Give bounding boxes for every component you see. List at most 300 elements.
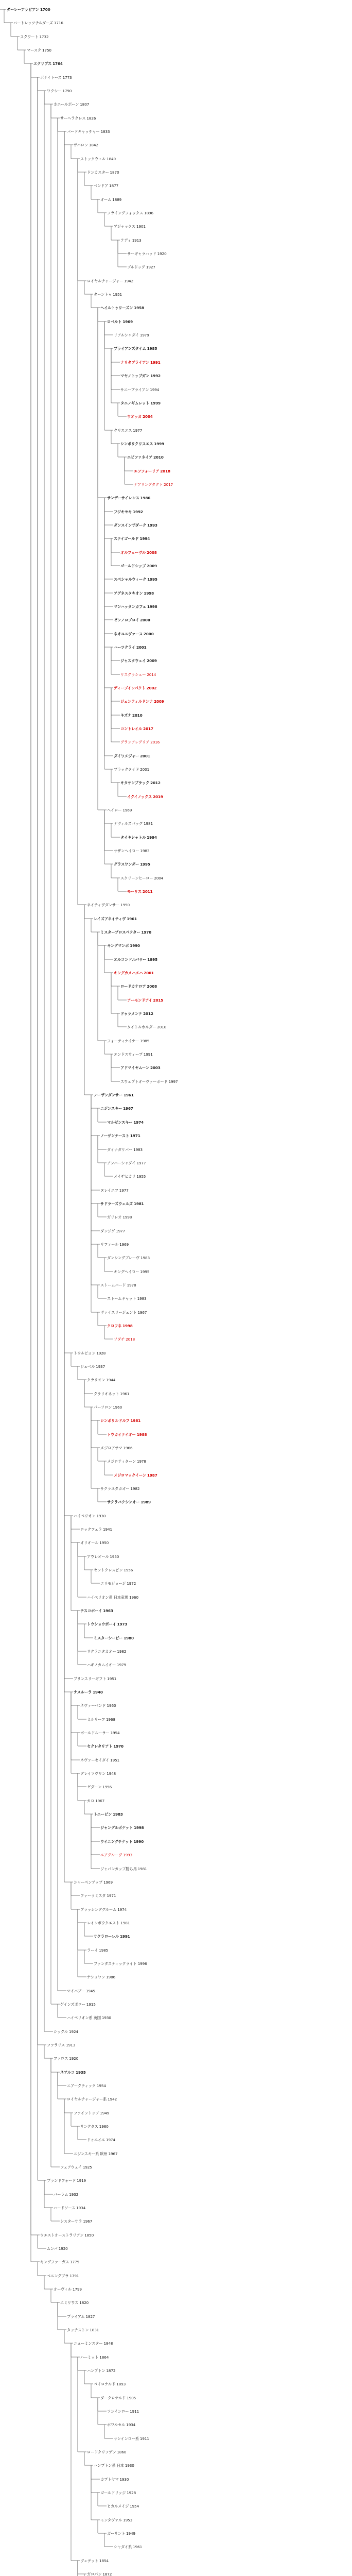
horse-year: 1977 (116, 1229, 126, 1233)
horse-name: コントレイル (120, 726, 143, 731)
horse-name: ヴェデット (80, 2558, 99, 2563)
horse-name: オルフェーヴル (120, 550, 146, 555)
horse-year: 1956 (102, 1785, 112, 1789)
horse-node (94, 917, 137, 921)
horse-node (80, 1731, 119, 1735)
horse-name: メイヂヒカリ (114, 1174, 136, 1179)
horse-name: アーモンドアイ (127, 998, 152, 1003)
horse-year: 1919 (77, 2178, 86, 2183)
horse-year: 1980 (124, 1636, 134, 1640)
horse-name: ヌレイエフ (100, 1188, 118, 1193)
horse-node (107, 2531, 135, 2536)
horse-node (107, 808, 132, 812)
horse-name: ワクシー (47, 89, 62, 93)
horse-name: ファイントップ (74, 2111, 99, 2115)
horse-node (87, 279, 133, 283)
horse-name: ブライアンズタイム (114, 346, 146, 351)
horse-year: 1994 (147, 835, 157, 840)
horse-node (114, 1337, 135, 1342)
horse-year: 1961 (124, 1093, 134, 1097)
horse-name: フォーティナイナー (107, 1039, 139, 1043)
horse-name: クラリオン (87, 1378, 105, 1382)
horse-node (114, 333, 149, 337)
horse-node (47, 2246, 68, 2251)
horse-node (80, 2124, 109, 2129)
horse-year: 1930 (96, 1514, 106, 1518)
horse-year: 1978 (127, 1283, 136, 1287)
horse-node (87, 1622, 127, 1626)
horse-year: 1951 (107, 1676, 117, 1681)
horse-node (107, 496, 150, 500)
horse-year: 1999 (154, 442, 164, 446)
horse-year: 1790 (62, 89, 72, 93)
horse-node (114, 346, 157, 351)
horse-node (120, 699, 164, 704)
horse-node (60, 2300, 89, 2305)
horse-name: ステイゴールド (114, 536, 139, 541)
horse-year: 1996 (137, 1961, 147, 1966)
horse-node (67, 2097, 117, 2102)
horse-year: 1950 (120, 903, 130, 907)
horse-year: 1945 (85, 1989, 95, 1993)
horse-year: 1913 (66, 2043, 76, 2047)
horse-year: 1942 (108, 2097, 117, 2102)
horse-year: 1979 (139, 333, 149, 337)
horse-year: 1937 (96, 1364, 105, 1369)
horse-name: キタサンブラック (120, 781, 150, 785)
horse-name: デアリングタクト (134, 482, 163, 487)
horse-year: 2014 (147, 672, 156, 677)
horse-name: アドマイヤムーン (120, 1065, 149, 1070)
horse-name: エリモジョージ (100, 1581, 126, 1586)
horse-node (114, 632, 154, 636)
horse-year: 1981 (137, 1867, 147, 1871)
horse-node (107, 943, 140, 948)
horse-name: ニューミンスター (74, 2341, 103, 2346)
horse-name: ソンインロー (107, 2409, 129, 2414)
horse-node (80, 2558, 109, 2563)
horse-name: シャーペンアップ (74, 1880, 103, 1885)
horse-node (94, 1636, 134, 1640)
horse-name: ファンタスティックライト (94, 1961, 137, 1966)
horse-year: 1983 (113, 1812, 123, 1817)
horse-name: ニアークティック (67, 2083, 96, 2088)
horse-name: ウオッカ (127, 414, 142, 419)
horse-year: 1971 (130, 1133, 140, 1138)
horse-node (100, 1581, 136, 1586)
horse-name: タッチストン (67, 2328, 89, 2332)
horse-year: 1934 (76, 2206, 86, 2210)
horse-name: トニービン (94, 1812, 112, 1817)
horse-node (107, 211, 153, 215)
horse-year: 1951 (113, 292, 122, 297)
horse-name: タイトルホルダー (127, 1025, 156, 1029)
horse-name: ナリタブライアン (120, 360, 149, 365)
horse-node (74, 1351, 105, 1355)
horse-name: ポテイトーズ (40, 75, 62, 80)
horse-name: エルコンドルパサー (114, 957, 147, 962)
horse-year: 1989 (140, 1500, 151, 1504)
horse-name: オーム (100, 197, 112, 202)
horse-name: ネイティヴダンサー (87, 903, 120, 907)
horse-node (100, 1188, 129, 1193)
horse-year: 1948 (107, 1771, 116, 1776)
horse-node (94, 2463, 134, 2468)
horse-node (114, 1269, 149, 1274)
horse-year: 1750 (42, 48, 51, 53)
horse-node (67, 2314, 95, 2319)
horse-node (20, 35, 48, 39)
horse-node (87, 1717, 115, 1722)
horse-node (127, 455, 164, 460)
horse-name: サザンヘイロー (114, 849, 139, 853)
horse-year: 1930 (125, 2463, 134, 2468)
horse-name: セクレタリアト (87, 1744, 113, 1749)
horse-year: 1993 (123, 1853, 132, 1857)
horse-year: 1942 (124, 279, 133, 283)
horse-name: ヒカルメイジ (107, 2504, 129, 2509)
horse-node (80, 1758, 119, 1762)
horse-name: ナスルーラ (74, 1690, 92, 1694)
horse-year: 2009 (154, 699, 164, 704)
horse-name: ディープインパクト (114, 686, 146, 690)
horse-node (107, 1161, 146, 1165)
horse-name: ホエールボーン (54, 102, 79, 107)
horse-year: 1791 (69, 2274, 79, 2278)
horse-name: キズナ (120, 713, 131, 718)
horse-year: 2008 (147, 550, 157, 555)
horse-name: ガーサント (107, 2531, 126, 2536)
horse-year: 1960 (113, 1405, 122, 1410)
horse-year: 1775 (70, 2260, 80, 2264)
horse-name: モーリス (127, 889, 142, 894)
horse-year: 1950 (99, 1540, 109, 1545)
horse-node (67, 129, 110, 134)
horse-year: 1799 (73, 2287, 82, 2292)
horse-year: 1991 (150, 360, 161, 365)
horse-year: 1896 (144, 211, 153, 215)
horse-name: ソダチ (114, 1337, 125, 1342)
horse-node (120, 374, 161, 378)
horse-name: ガリレオ (107, 1215, 122, 1219)
horse-year: 1966 (123, 1446, 133, 1450)
horse-name: トウカイテイオー (107, 1432, 136, 1437)
horse-name: サクラユタカオー (87, 1649, 116, 1654)
horse-node (127, 1025, 166, 1029)
horse-year: 1991 (143, 1052, 153, 1057)
horse-name: サドラーズウェルズ (100, 1201, 133, 1206)
horse-year: 1990 (130, 943, 140, 948)
horse-name: ブルドッグ (127, 265, 145, 269)
horse-year: 2001 (144, 971, 154, 975)
horse-node (114, 1473, 157, 1478)
horse-name: リファール (100, 1242, 119, 1247)
horse-year: 1915 (86, 2002, 96, 2007)
horse-year: 2011 (142, 889, 153, 894)
horse-name: サニーブライアン (120, 387, 149, 392)
horse-node (40, 2233, 94, 2238)
horse-year: 1960 (107, 1703, 116, 1708)
horse-name: アジャックス (114, 224, 136, 229)
horse-node (107, 1120, 144, 1125)
horse-year: 1963 (103, 1608, 113, 1613)
horse-node (100, 1106, 133, 1111)
horse-name: ヘイルトゥリーズン (100, 306, 133, 310)
horse-node (120, 550, 157, 555)
horse-node (80, 2355, 109, 2360)
horse-node (134, 482, 173, 487)
horse-name: ドゥラメンテ (120, 1011, 143, 1016)
horse-node (87, 1378, 115, 1382)
horse-year: 1955 (136, 1174, 146, 1179)
horse-node (67, 2015, 111, 2020)
horse-node (120, 1065, 161, 1070)
horse-node (114, 754, 150, 758)
horse-year: 1981 (144, 821, 153, 826)
horse-year: 1997 (168, 1079, 178, 1084)
horse-node (114, 1174, 146, 1179)
horse-name: エフフォーリア (134, 469, 160, 473)
horse-node (94, 1934, 130, 1939)
horse-node (67, 1989, 95, 1993)
horse-node (120, 672, 156, 677)
horse-node (114, 618, 150, 622)
horse-node (33, 61, 63, 66)
horse-name: トウルビヨン (74, 1351, 96, 1355)
horse-node (47, 2274, 79, 2278)
horse-year: 1983 (137, 1296, 147, 1301)
horse-year: 1872 (106, 2368, 116, 2373)
horse-node (120, 713, 143, 718)
horse-node (114, 428, 142, 433)
horse-year: 1970 (113, 1744, 124, 1749)
horse-name: シスターサラ (60, 2219, 82, 2224)
horse-name: セントクレスピン (94, 1568, 123, 1572)
horse-year: 2004 (154, 876, 164, 880)
horse-year: 1700 (40, 7, 50, 12)
horse-year: 1982 (130, 1486, 140, 1491)
horse-name: ストームキャット (107, 1296, 136, 1301)
horse-year: 2001 (136, 645, 147, 650)
horse-name: バーラム (54, 2192, 68, 2197)
horse-name: サクラユタカオー (100, 1486, 130, 1491)
horse-node (94, 1093, 134, 1097)
horse-name: フライングフォックス (107, 211, 144, 215)
horse-node (87, 1663, 126, 1667)
horse-year: 1807 (80, 102, 90, 107)
horse-year: 1889 (112, 197, 122, 202)
horse-node (67, 2083, 106, 2088)
horse-year: 2010 (132, 713, 143, 718)
horse-year: 2000 (143, 632, 154, 636)
horse-name: パーソロン (94, 1405, 112, 1410)
horse-year: 1987 (147, 1473, 157, 1478)
horse-node (114, 645, 147, 650)
horse-year: 1994 (139, 536, 150, 541)
horse-name: ブラックタイド (114, 767, 139, 772)
horse-name: ストックウェル (80, 157, 106, 161)
horse-year: 1994 (150, 387, 160, 392)
horse-name: シャダイ系 (114, 2545, 132, 2549)
horse-name: マンハッタンカフェ (114, 604, 146, 609)
horse-name: メジロアサマ (100, 1446, 122, 1450)
horse-node (54, 2287, 82, 2292)
horse-node (120, 835, 157, 840)
horse-node (120, 360, 161, 365)
horse-year: 2018 (160, 469, 170, 473)
horse-name: フジキセキ (114, 510, 132, 514)
horse-year: 1850 (84, 2233, 94, 2238)
horse-name: シックル (54, 2029, 68, 2034)
horse-name: ダイナガリバー (107, 1147, 133, 1152)
horse-year: 1961 (120, 1392, 130, 1396)
horse-node (74, 2341, 113, 2346)
horse-name: リスグラシュー (120, 672, 146, 677)
horse-node (74, 1690, 103, 1694)
horse-node (114, 2545, 142, 2549)
horse-node (127, 889, 153, 894)
horse-node (74, 1676, 116, 1681)
horse-node (60, 2070, 86, 2075)
horse-name: ノーザンダンサー (94, 1093, 123, 1097)
horse-name: キングマンボ (107, 943, 129, 948)
horse-node (120, 442, 164, 446)
horse-year: 1732 (39, 35, 49, 39)
horse-year: 1961 (133, 2545, 143, 2549)
horse-year: 1925 (82, 2165, 92, 2170)
horse-name: クラリオネット (94, 1392, 119, 1396)
horse-node (100, 2490, 136, 2495)
horse-year: 1981 (133, 1201, 144, 1206)
horse-node (80, 1540, 109, 1545)
horse-name: ブラッシンググルーム (80, 1907, 117, 1912)
horse-name: ストームバード (100, 1283, 126, 1287)
horse-year: 1998 (133, 1825, 144, 1830)
horse-name: テディ (120, 238, 131, 243)
horse-year: 1913 (132, 238, 142, 243)
horse-node (87, 1921, 130, 1925)
horse-name: ロイヤルチャージャー (87, 279, 124, 283)
horse-name: ハンプトン (87, 2368, 105, 2373)
horse-name: ロックフェラ (80, 1527, 102, 1532)
horse-node (107, 1147, 143, 1152)
horse-node (54, 2056, 78, 2061)
horse-year: 1992 (150, 374, 161, 378)
horse-name: クリスエス (114, 428, 132, 433)
horse-year: 1920 (69, 2056, 79, 2061)
horse-name: グラスワンダー (114, 862, 139, 867)
horse-node (114, 510, 143, 514)
horse-name: キングファーガス (40, 2260, 69, 2264)
horse-year: 1998 (144, 591, 154, 596)
horse-year: 1969 (122, 808, 132, 812)
horse-year: 1995 (147, 577, 157, 582)
horse-year: 1985 (140, 1039, 150, 1043)
horse-year: 1969 (119, 1242, 129, 1247)
horse-name: グランアレグリア (120, 740, 150, 744)
horse-name: ダークロナルド (100, 2396, 126, 2400)
horse-node (87, 2572, 112, 2576)
horse-year: 1911 (139, 2436, 149, 2441)
horse-year: 1954 (96, 2083, 106, 2088)
horse-node (107, 1432, 147, 1437)
horse-year: 1920 (157, 251, 167, 256)
horse-name: ヴァイスリージェント (100, 1310, 137, 1315)
horse-year: 2016 (150, 740, 160, 744)
horse-name: プライアム (67, 2314, 85, 2319)
horse-year: 2000 (140, 618, 150, 622)
horse-node (100, 1825, 144, 1830)
horse-node (120, 238, 142, 243)
horse-name: ベイロナルド (94, 2382, 116, 2386)
horse-node (114, 2436, 149, 2441)
horse-name: グレイソヴリン (80, 1771, 106, 1776)
horse-year: 1968 (106, 1717, 115, 1722)
horse-node (87, 1649, 126, 1654)
horse-node (74, 1514, 105, 1518)
horse-node (114, 224, 146, 229)
horse-node (94, 183, 118, 188)
horse-year: 1930 (101, 2015, 111, 2020)
horse-name: ネヴァーベンド (80, 1703, 106, 1708)
horse-node (120, 726, 153, 731)
horse-name: ネヴァーセイダイ (80, 1758, 110, 1762)
horse-node (114, 862, 150, 867)
horse-name: ミスタープロスペクター (100, 930, 140, 935)
horse-node (114, 591, 154, 596)
horse-year: 1927 (146, 265, 155, 269)
horse-name: シンボリクリスエス (120, 442, 153, 446)
horse-node (87, 2450, 126, 2454)
horse-year: 1935 (76, 2070, 86, 2075)
horse-node (114, 821, 153, 826)
horse-year: 2010 (153, 455, 164, 460)
horse-node (87, 170, 119, 175)
horse-name: タニノギムレット (120, 401, 150, 405)
horse-year: 1995 (140, 862, 150, 867)
horse-name: ボールドルーラー (80, 1731, 110, 1735)
horse-name: サクラローレル (94, 1934, 119, 1939)
horse-year: 1826 (86, 116, 96, 121)
horse-year: 1953 (123, 2518, 133, 2522)
horse-name: スクリーンヒーロー (120, 876, 153, 880)
horse-name: ファロス (54, 2056, 68, 2061)
horse-name: マヤノトップガン (120, 374, 150, 378)
horse-name: トウショウボーイ (87, 1622, 116, 1626)
horse-year: 1864 (99, 2355, 109, 2360)
horse-name: オリオール (80, 1540, 99, 1545)
horse-node (114, 767, 149, 772)
horse-name: プリンスリーギフト (74, 1676, 107, 1681)
horse-year: 2015 (153, 998, 164, 1003)
horse-name: ミスターシービー (94, 1636, 123, 1640)
horse-year: 1833 (100, 129, 110, 134)
horse-year: 1949 (100, 2111, 110, 2115)
horse-year: 1928 (96, 1351, 106, 1355)
horse-year: 2017 (143, 726, 153, 731)
horse-node (114, 686, 156, 690)
horse-name: ハイペリオン系 日本産馬 (87, 1595, 129, 1600)
horse-name: ロベルト (107, 319, 122, 324)
horse-year: 1941 (103, 1527, 112, 1532)
horse-node (100, 1242, 129, 1247)
horse-name: ヘイロー (107, 808, 122, 812)
horse-name: スクワート (20, 35, 39, 39)
horse-year: 1986 (140, 496, 151, 500)
horse-name: サンクタス (80, 2124, 98, 2129)
horse-node (47, 2178, 86, 2183)
horse-year: 2003 (150, 1065, 161, 1070)
